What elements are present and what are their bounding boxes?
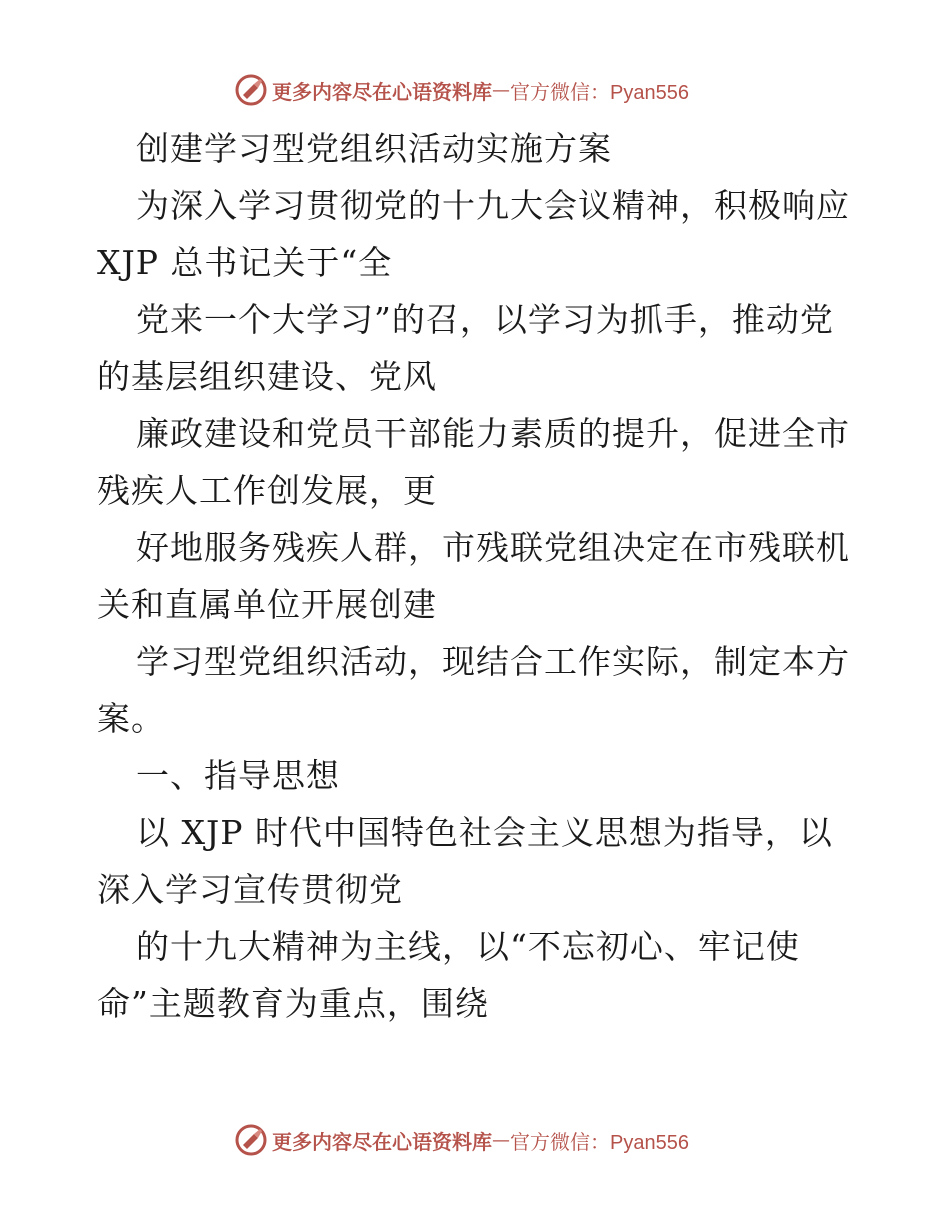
watermark-separator: — (492, 1129, 510, 1151)
paragraph-line: 学习型党组织活动，现结合工作实际，制定本方 (136, 642, 850, 681)
paragraph-line: 为深入学习贯彻党的十九大会议精神，积极响应 (136, 186, 850, 225)
watermark-slogan: 更多内容尽在心语资料库 (272, 1129, 492, 1154)
paragraph-line: 关和直属单位开展创建 (97, 585, 437, 624)
watermark-contact: 官方微信：Pyan556 (510, 1131, 689, 1154)
paragraph-line: XJP 总书记关于“全 (97, 243, 393, 282)
header-watermark (234, 72, 734, 108)
paragraph-line: 的基层组织建设、党风 (97, 357, 437, 396)
paragraph-line: 以 XJP 时代中国特色社会主义思想为指导，以 (136, 813, 833, 852)
paragraph-line: 的十九大精神为主线，以“不忘初心、牢记使 (136, 927, 800, 966)
paragraph-line: 好地服务残疾人群，市残联党组决定在市残联机 (136, 528, 850, 567)
document-title: 创建学习型党组织活动实施方案 (136, 129, 612, 168)
seal-logo-icon (234, 1123, 268, 1157)
paragraph-line: 廉政建设和党员干部能力素质的提升，促进全市 (136, 414, 850, 453)
paragraph-line: 党来一个大学习”的召，以学习为抓手，推动党 (136, 300, 834, 339)
section-heading: 一、指导思想 (136, 756, 340, 795)
footer-watermark (234, 1122, 734, 1158)
watermark-slogan: 更多内容尽在心语资料库 (272, 79, 492, 104)
paragraph-line: 深入学习宣传贯彻党 (97, 870, 403, 909)
watermark-contact: 官方微信：Pyan556 (510, 81, 689, 104)
seal-logo-icon (234, 73, 268, 107)
watermark-separator: — (492, 79, 510, 101)
document-body (97, 120, 857, 1032)
paragraph-line: 案。 (97, 699, 165, 738)
paragraph-line: 命”主题教育为重点，围绕 (97, 984, 489, 1023)
paragraph-line: 残疾人工作创发展，更 (97, 471, 437, 510)
